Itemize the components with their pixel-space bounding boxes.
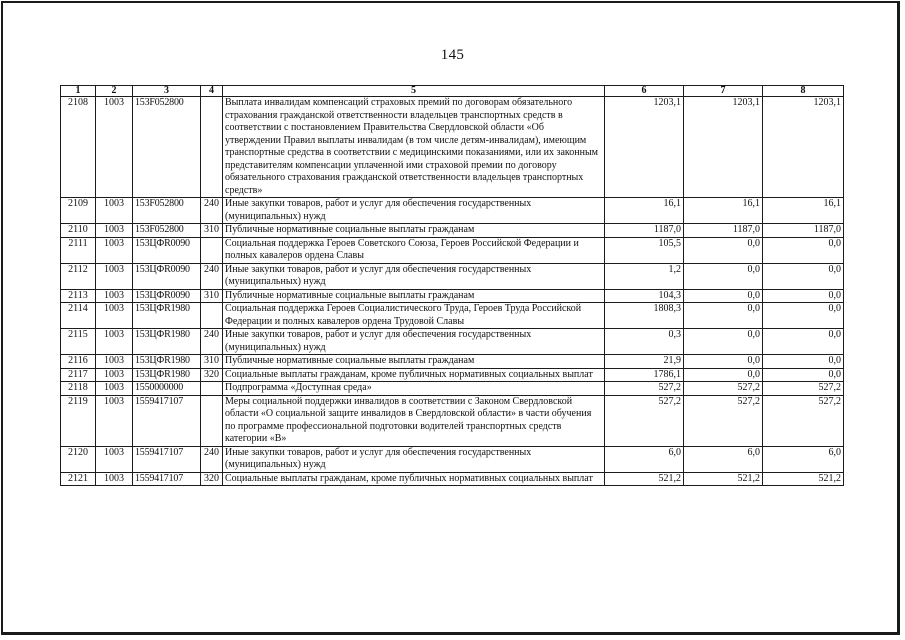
column-header-8: 8 bbox=[763, 86, 844, 97]
row-name-cell: Иные закупки товаров, работ и услуг для обеспечения государственных (муниципальных) нужд bbox=[223, 198, 605, 224]
row-value-col7-cell: 0,0 bbox=[684, 263, 763, 289]
row-section-cell: 1003 bbox=[96, 198, 133, 224]
row-code-cell: 2111 bbox=[61, 237, 96, 263]
row-name-cell: Социальная поддержка Героев Социалистического Труда, Героев Труда Российской Федерации и полных кавалеров ордена Трудовой Славы bbox=[223, 303, 605, 329]
row-expense-type-cell: 310 bbox=[201, 224, 223, 238]
row-value-col8-cell: 16,1 bbox=[763, 198, 844, 224]
row-target-article-cell: 1559417107 bbox=[133, 395, 201, 446]
column-header-6: 6 bbox=[605, 86, 684, 97]
row-expense-type-cell: 240 bbox=[201, 198, 223, 224]
row-code-cell: 2112 bbox=[61, 263, 96, 289]
table-header-row bbox=[61, 86, 844, 97]
page-number: 145 bbox=[440, 47, 465, 63]
row-code-cell: 2119 bbox=[61, 395, 96, 446]
row-name-cell: Подпрограмма «Доступная среда» bbox=[223, 382, 605, 396]
row-target-article-cell: 1559417107 bbox=[133, 472, 201, 486]
row-value-col6-cell: 1,2 bbox=[605, 263, 684, 289]
row-target-article-cell: 1559417107 bbox=[133, 446, 201, 472]
table-row bbox=[61, 237, 844, 263]
row-value-col6-cell: 16,1 bbox=[605, 198, 684, 224]
row-target-article-cell: 153F052800 bbox=[133, 97, 201, 198]
column-header-7: 7 bbox=[684, 86, 763, 97]
row-value-col8-cell: 0,0 bbox=[763, 303, 844, 329]
row-value-col6-cell: 521,2 bbox=[605, 472, 684, 486]
table-row bbox=[61, 368, 844, 382]
row-target-article-cell: 153ЦФR0090 bbox=[133, 237, 201, 263]
row-value-col8-cell: 0,0 bbox=[763, 289, 844, 303]
row-expense-type-cell bbox=[201, 395, 223, 446]
row-expense-type-cell: 320 bbox=[201, 368, 223, 382]
row-value-col8-cell: 0,0 bbox=[763, 368, 844, 382]
table-row bbox=[61, 303, 844, 329]
row-value-col7-cell: 527,2 bbox=[684, 395, 763, 446]
column-header-1: 1 bbox=[61, 86, 96, 97]
row-target-article-cell: 153ЦФR0090 bbox=[133, 263, 201, 289]
row-value-col7-cell: 521,2 bbox=[684, 472, 763, 486]
row-value-col6-cell: 1786,1 bbox=[605, 368, 684, 382]
row-value-col6-cell: 104,3 bbox=[605, 289, 684, 303]
row-value-col6-cell: 1808,3 bbox=[605, 303, 684, 329]
row-value-col7-cell: 6,0 bbox=[684, 446, 763, 472]
row-value-col8-cell: 1187,0 bbox=[763, 224, 844, 238]
row-section-cell: 1003 bbox=[96, 237, 133, 263]
row-value-col7-cell: 0,0 bbox=[684, 237, 763, 263]
row-value-col6-cell: 527,2 bbox=[605, 395, 684, 446]
row-value-col8-cell: 521,2 bbox=[763, 472, 844, 486]
row-value-col7-cell: 0,0 bbox=[684, 289, 763, 303]
row-expense-type-cell: 240 bbox=[201, 329, 223, 355]
row-value-col7-cell: 527,2 bbox=[684, 382, 763, 396]
row-target-article-cell: 153ЦФR1980 bbox=[133, 368, 201, 382]
row-expense-type-cell: 310 bbox=[201, 289, 223, 303]
table-row bbox=[61, 97, 844, 198]
row-expense-type-cell: 240 bbox=[201, 263, 223, 289]
table-row bbox=[61, 263, 844, 289]
row-target-article-cell: 1550000000 bbox=[133, 382, 201, 396]
row-section-cell: 1003 bbox=[96, 303, 133, 329]
column-header-4: 4 bbox=[201, 86, 223, 97]
row-section-cell: 1003 bbox=[96, 472, 133, 486]
row-name-cell: Публичные нормативные социальные выплаты гражданам bbox=[223, 289, 605, 303]
row-target-article-cell: 153ЦФR0090 bbox=[133, 289, 201, 303]
row-value-col6-cell: 6,0 bbox=[605, 446, 684, 472]
row-expense-type-cell bbox=[201, 303, 223, 329]
row-value-col6-cell: 105,5 bbox=[605, 237, 684, 263]
row-target-article-cell: 153F052800 bbox=[133, 224, 201, 238]
row-expense-type-cell bbox=[201, 382, 223, 396]
column-header-5: 5 bbox=[223, 86, 605, 97]
row-value-col7-cell: 1187,0 bbox=[684, 224, 763, 238]
row-code-cell: 2114 bbox=[61, 303, 96, 329]
row-value-col8-cell: 0,0 bbox=[763, 329, 844, 355]
row-value-col6-cell: 0,3 bbox=[605, 329, 684, 355]
row-name-cell: Социальные выплаты гражданам, кроме публичных нормативных социальных выплат bbox=[223, 472, 605, 486]
row-value-col7-cell: 0,0 bbox=[684, 355, 763, 369]
table-row bbox=[61, 395, 844, 446]
budget-table bbox=[60, 85, 844, 486]
table-row bbox=[61, 289, 844, 303]
row-name-cell: Публичные нормативные социальные выплаты гражданам bbox=[223, 355, 605, 369]
row-code-cell: 2115 bbox=[61, 329, 96, 355]
row-name-cell: Иные закупки товаров, работ и услуг для обеспечения государственных (муниципальных) нужд bbox=[223, 446, 605, 472]
row-expense-type-cell bbox=[201, 237, 223, 263]
row-section-cell: 1003 bbox=[96, 382, 133, 396]
row-value-col7-cell: 1203,1 bbox=[684, 97, 763, 198]
table-row bbox=[61, 446, 844, 472]
row-name-cell: Социальная поддержка Героев Советского Союза, Героев Российской Федерации и полных кавалеров ордена Славы bbox=[223, 237, 605, 263]
table-row bbox=[61, 198, 844, 224]
row-expense-type-cell: 320 bbox=[201, 472, 223, 486]
row-code-cell: 2121 bbox=[61, 472, 96, 486]
row-value-col8-cell: 527,2 bbox=[763, 395, 844, 446]
row-section-cell: 1003 bbox=[96, 263, 133, 289]
row-value-col7-cell: 0,0 bbox=[684, 329, 763, 355]
row-code-cell: 2113 bbox=[61, 289, 96, 303]
row-target-article-cell: 153ЦФR1980 bbox=[133, 355, 201, 369]
row-section-cell: 1003 bbox=[96, 97, 133, 198]
row-value-col6-cell: 1203,1 bbox=[605, 97, 684, 198]
table-body bbox=[61, 86, 844, 486]
row-value-col8-cell: 527,2 bbox=[763, 382, 844, 396]
row-name-cell: Выплата инвалидам компенсаций страховых премий по договорам обязательного страхования гражданской ответственности владельцев транспортных средств в соответствии с постановлением Правительства Свердловской области «Об утверждении Правил выплаты инвалидам (в том числе детям-инвалидам), имеющим транспортные средства в соответствии с медицинскими показаниями, или их законным представителям компенсации уплаченной ими страховой премии по договору обязательного страхования гражданской ответственности владельцев транспортных средств» bbox=[223, 97, 605, 198]
row-value-col8-cell: 0,0 bbox=[763, 263, 844, 289]
row-value-col7-cell: 16,1 bbox=[684, 198, 763, 224]
table-row bbox=[61, 472, 844, 486]
row-section-cell: 1003 bbox=[96, 368, 133, 382]
row-expense-type-cell bbox=[201, 97, 223, 198]
row-code-cell: 2116 bbox=[61, 355, 96, 369]
row-target-article-cell: 153ЦФR1980 bbox=[133, 329, 201, 355]
row-value-col6-cell: 527,2 bbox=[605, 382, 684, 396]
row-code-cell: 2110 bbox=[61, 224, 96, 238]
row-section-cell: 1003 bbox=[96, 446, 133, 472]
row-code-cell: 2109 bbox=[61, 198, 96, 224]
row-value-col7-cell: 0,0 bbox=[684, 368, 763, 382]
table-row bbox=[61, 355, 844, 369]
row-section-cell: 1003 bbox=[96, 355, 133, 369]
row-section-cell: 1003 bbox=[96, 224, 133, 238]
row-name-cell: Иные закупки товаров, работ и услуг для обеспечения государственных (муниципальных) нужд bbox=[223, 263, 605, 289]
row-section-cell: 1003 bbox=[96, 329, 133, 355]
row-name-cell: Иные закупки товаров, работ и услуг для обеспечения государственных (муниципальных) нужд bbox=[223, 329, 605, 355]
row-section-cell: 1003 bbox=[96, 395, 133, 446]
table-row bbox=[61, 382, 844, 396]
row-code-cell: 2108 bbox=[61, 97, 96, 198]
row-target-article-cell: 153F052800 bbox=[133, 198, 201, 224]
row-name-cell: Социальные выплаты гражданам, кроме публичных нормативных социальных выплат bbox=[223, 368, 605, 382]
row-section-cell: 1003 bbox=[96, 289, 133, 303]
table-row bbox=[61, 224, 844, 238]
column-header-2: 2 bbox=[96, 86, 133, 97]
row-name-cell: Меры социальной поддержки инвалидов в соответствии с Законом Свердловской области «О социальной защите инвалидов в Свердловской области» в части обучения по программе профессиональной подготовки водителей транспортных средств категории «В» bbox=[223, 395, 605, 446]
row-expense-type-cell: 310 bbox=[201, 355, 223, 369]
row-name-cell: Публичные нормативные социальные выплаты гражданам bbox=[223, 224, 605, 238]
row-value-col7-cell: 0,0 bbox=[684, 303, 763, 329]
row-value-col8-cell: 0,0 bbox=[763, 237, 844, 263]
row-expense-type-cell: 240 bbox=[201, 446, 223, 472]
row-value-col8-cell: 1203,1 bbox=[763, 97, 844, 198]
row-value-col8-cell: 6,0 bbox=[763, 446, 844, 472]
row-target-article-cell: 153ЦФR1980 bbox=[133, 303, 201, 329]
row-code-cell: 2117 bbox=[61, 368, 96, 382]
row-code-cell: 2118 bbox=[61, 382, 96, 396]
row-value-col6-cell: 21,9 bbox=[605, 355, 684, 369]
row-value-col6-cell: 1187,0 bbox=[605, 224, 684, 238]
column-header-3: 3 bbox=[133, 86, 201, 97]
row-value-col8-cell: 0,0 bbox=[763, 355, 844, 369]
row-code-cell: 2120 bbox=[61, 446, 96, 472]
table-row bbox=[61, 329, 844, 355]
